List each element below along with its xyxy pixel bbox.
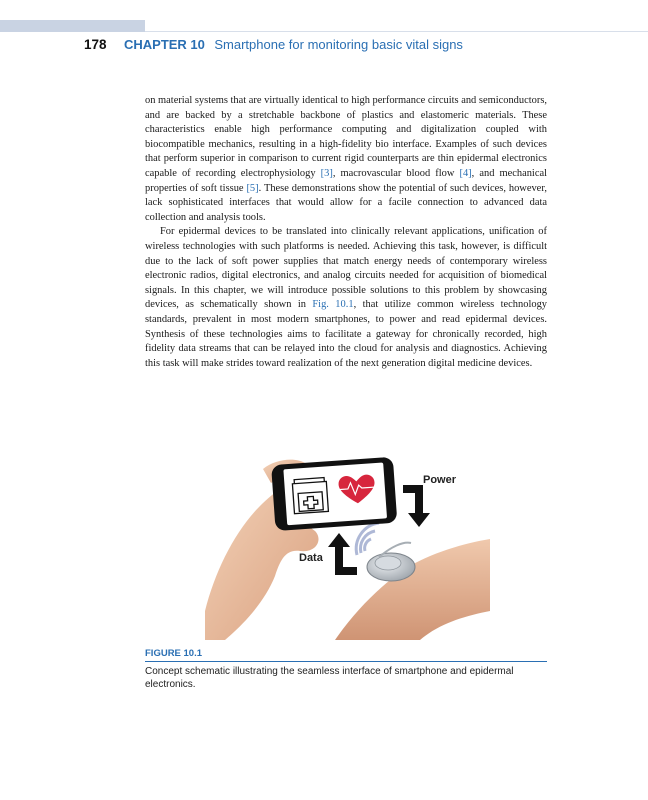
body-text — [145, 94, 547, 371]
p1-text-1: on material systems that are virtually identical to high performance circuits and semiconductors, and are backed by a stretchable backbone of plastics and elastomeric materials. These characteristics enable high performance computing and digitalization coupled with biocompatible mechanics, resulting in a high-fidelity bio interface. Examples of such devices that perform superior in comparison to current rigid counterparts are thin epidermal electronics capable of recording electrophysiology — [145, 95, 548, 179]
figure-illustration — [205, 451, 490, 640]
data-arrow-icon — [328, 533, 357, 575]
citation-5[interactable]: [5] — [246, 182, 259, 194]
header-accent-bar — [0, 20, 145, 32]
page-number: 178 — [84, 37, 107, 52]
p2-text-1: For epidermal devices to be translated into clinically relevant applications, unification of wireless technologies with such platforms is needed. Achieving this task, however, is difficult due to the lack of soft power supplies that match energy needs of contemporary wireless electronic radios, digital electronics, and analog circuits needed for acquisition of biomedical signals. In this chapter, we will introduce possible solutions to this problem by showcasing devices, as schematically shown in — [145, 226, 547, 311]
wireless-signal-icon — [356, 523, 379, 555]
smartphone-icon — [271, 457, 397, 531]
figure-caption-rule — [145, 661, 547, 662]
chapter-label: CHAPTER 10 — [123, 37, 205, 52]
header-rule — [145, 31, 648, 32]
medical-folder-icon — [292, 477, 328, 513]
data-label: Data — [299, 552, 323, 564]
p1-text-4: . These demonstrations show the potential of such devices, however, lack sophisticated interfaces that would allow for a facile connection to advanced data collection and analysis tools. — [145, 182, 547, 223]
figure-label: FIGURE 10.1 — [145, 648, 203, 659]
epidermal-device-icon — [367, 543, 415, 581]
citation-3[interactable]: [3] — [320, 167, 333, 179]
figure-caption: Concept schematic illustrating the seamless interface of smartphone and epidermal electronics. — [145, 666, 514, 690]
power-label: Power — [423, 474, 457, 486]
paragraph-1 — [145, 94, 547, 225]
p2-text-2: , that utilize common wireless technology standards, prevalent in most modern smartphones, to power and read epidermal devices. Synthesis of these technologies aims to facilitate a gateway for chronically recorded, high fidelity data streams that can be relayed into the cloud for analysis and diagnostics. Achieving this task will make strides toward realization of the next generation digital medicine devices. — [145, 299, 548, 369]
figure-reference[interactable]: Fig. 10.1 — [312, 299, 354, 311]
citation-4[interactable]: [4] — [459, 167, 472, 179]
chapter-title: Smartphone for monitoring basic vital signs — [214, 37, 463, 52]
paragraph-2 — [145, 225, 547, 371]
running-head — [84, 36, 463, 54]
power-arrow-icon — [403, 485, 430, 527]
p1-text-2: , macrovascular blood flow — [332, 167, 460, 179]
p1-text-3: , and mechanical properties of soft tissue — [145, 167, 548, 194]
